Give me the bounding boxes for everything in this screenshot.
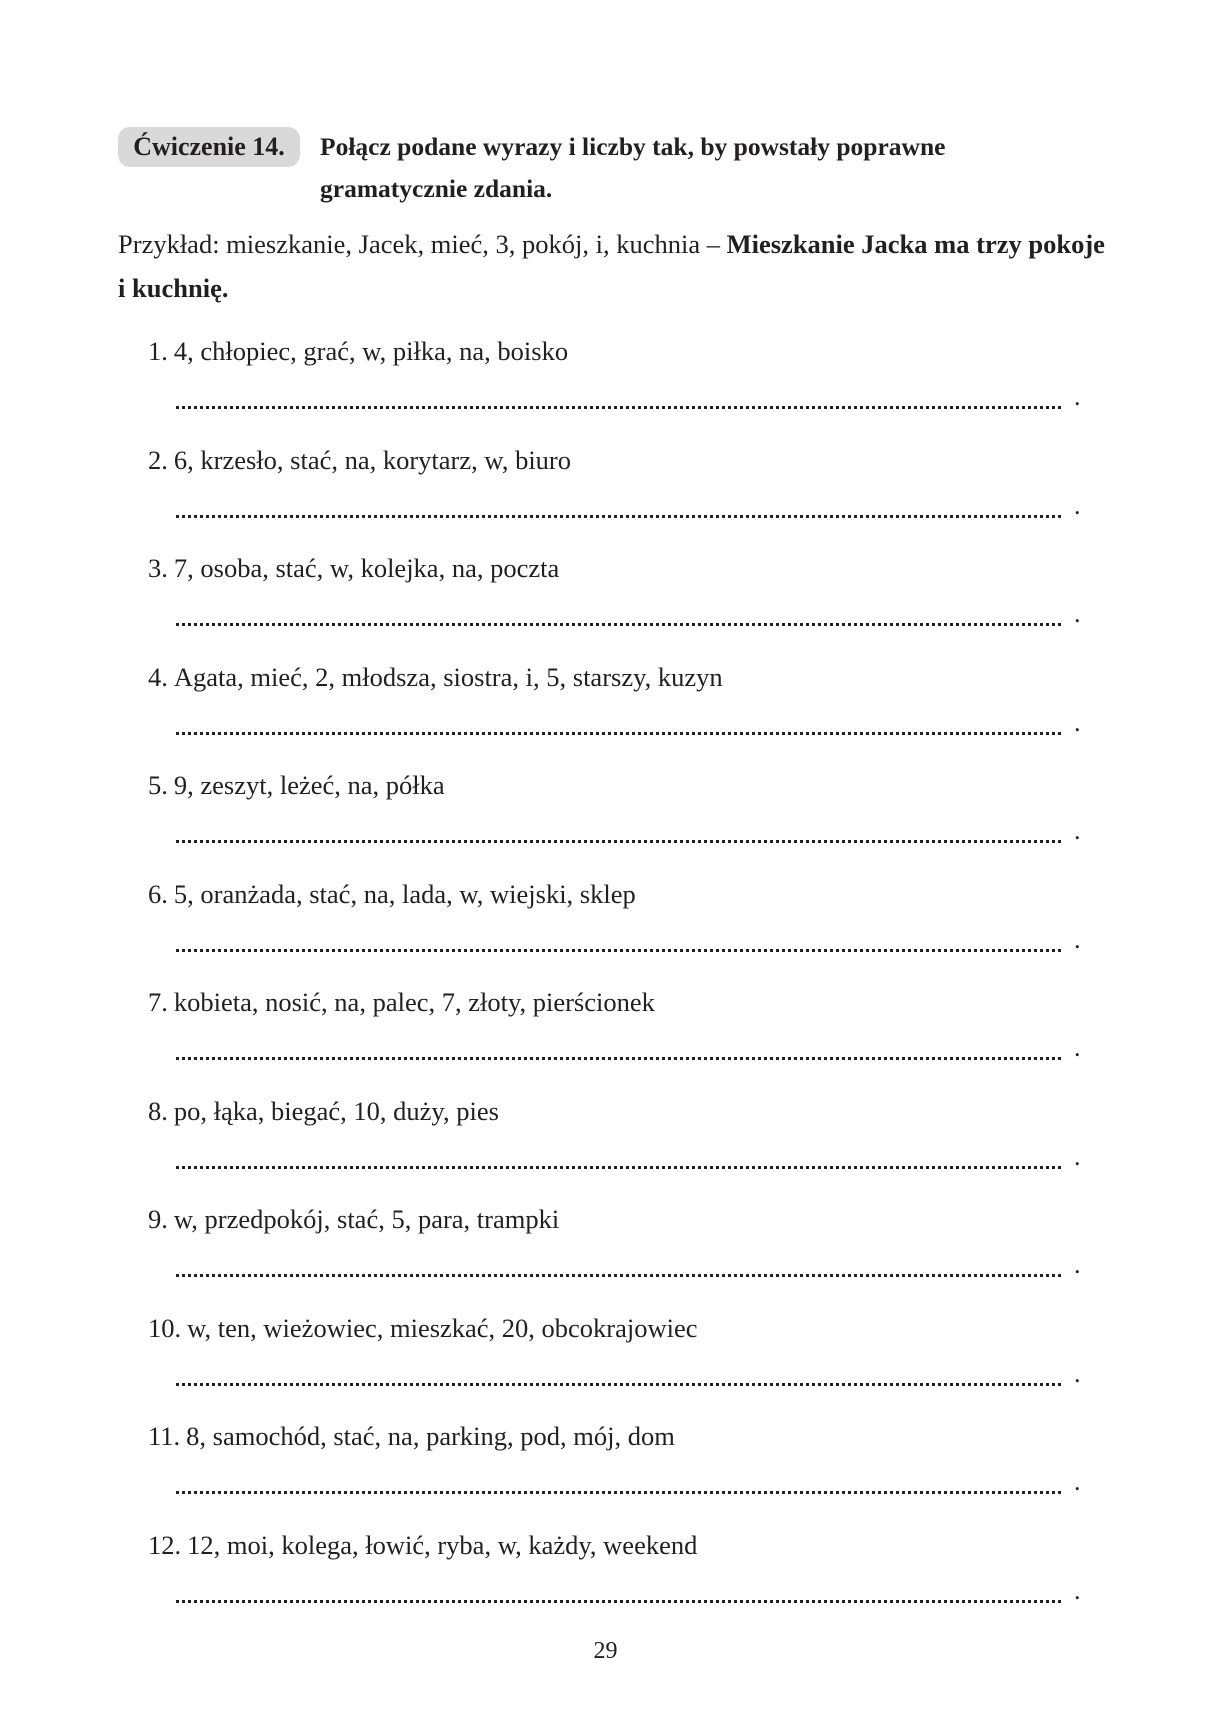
answer-period: . [1074,1250,1081,1279]
item-words: w, przedpokój, stać, 5, para, trampki [173,1204,560,1234]
exercise-item [148,1202,1088,1311]
item-number: 5. [148,770,168,800]
answer-dotted-line[interactable] [176,603,1061,626]
item-words: w, ten, wieżowiec, mieszkać, 20, obcokrajowiec [187,1312,698,1343]
item-prompt [148,1419,675,1453]
item-prompt [148,1094,499,1128]
item-words: 7, osoba, stać, w, kolejka, na, poczta [173,553,560,583]
answer-dotted-line[interactable] [176,1254,1061,1277]
exercise-instruction: Połącz podane wyrazy i liczby tak, by powstały poprawne gramatycznie zdania. [320,132,946,203]
answer-dotted-line[interactable] [176,495,1061,518]
item-number: 6. [148,878,168,909]
item-words: kobieta, nosić, na, palec, 7, złoty, pierścionek [173,987,655,1017]
example-answer: Mieszkanie Jacka ma trzy pokoje i kuchnię. [118,229,1105,303]
exercise-item [148,1094,1088,1203]
exercise-item [148,1311,1088,1420]
item-prompt [148,1202,559,1236]
item-prompt [148,877,636,911]
answer-dotted-line[interactable] [176,1580,1061,1603]
item-prompt [148,768,445,802]
item-prompt [148,334,568,368]
answer-dotted-line[interactable] [176,1146,1061,1169]
item-number: 11. [148,1421,181,1451]
answer-period: . [1074,1467,1081,1496]
item-words: 9, zeszyt, leżeć, na, półka [173,770,445,800]
answer-dotted-line[interactable] [176,712,1061,735]
answer-period: . [1074,490,1081,520]
answer-dotted-line[interactable] [176,820,1061,843]
item-words: 12, moi, kolega, łowić, ryba, w, każdy, weekend [187,1529,698,1560]
item-prompt [148,660,723,694]
exercise-item [148,768,1088,877]
item-words: 6, krzesło, stać, na, korytarz, w, biuro [173,444,571,475]
item-number: 12. [148,1529,182,1560]
answer-period: . [1074,1033,1081,1062]
answer-period: . [1074,1358,1081,1388]
answer-dotted-line[interactable] [176,1471,1061,1494]
exercise-item [148,877,1088,986]
answer-period: . [1074,1141,1081,1171]
exercise-item [148,1419,1088,1528]
item-number: 7. [148,987,168,1017]
item-number: 9. [148,1204,168,1234]
item-words: 5, oranżada, stać, na, lada, w, wiejski, sklep [173,878,636,909]
example-sentence [118,222,1108,310]
item-number: 3. [148,553,168,583]
item-number: 4. [148,661,168,692]
item-number: 8. [148,1095,168,1126]
example-prefix: Przykład: mieszkanie, Jacek, mieć, 3, pokój, i, kuchnia – [118,229,727,259]
answer-dotted-line[interactable] [176,1363,1061,1386]
item-number: 10. [148,1312,182,1343]
item-prompt [148,1311,698,1345]
answer-dotted-line[interactable] [176,1037,1061,1060]
exercise-item [148,1528,1088,1637]
answer-dotted-line[interactable] [176,929,1061,952]
exercise-item [148,443,1088,552]
item-words: Agata, mieć, 2, młodsza, siostra, i, 5, starszy, kuzyn [173,661,723,692]
item-words: 8, samochód, stać, na, parking, pod, mój, dom [186,1421,675,1451]
exercise-item [148,985,1088,1094]
answer-period: . [1074,707,1081,737]
exercise-items [148,334,1088,1636]
page-number: 29 [593,1638,618,1664]
answer-period: . [1074,1575,1081,1605]
answer-period: . [1074,816,1081,845]
exercise-badge: Ćwiczenie 14. [118,127,300,167]
answer-period: . [1074,382,1081,411]
item-number: 1. [148,336,168,366]
exercise-item [148,334,1088,443]
item-words: po, łąka, biegać, 10, duży, pies [173,1095,499,1126]
item-prompt [148,985,655,1019]
exercise-item [148,660,1088,769]
exercise-item [148,551,1088,660]
answer-dotted-line[interactable] [176,386,1061,409]
item-prompt [148,1528,697,1562]
answer-period: . [1074,599,1081,628]
item-prompt [148,443,571,477]
item-words: 4, chłopiec, grać, w, piłka, na, boisko [173,336,569,366]
item-prompt [148,551,559,585]
answer-period: . [1074,924,1081,954]
item-number: 2. [148,444,168,475]
